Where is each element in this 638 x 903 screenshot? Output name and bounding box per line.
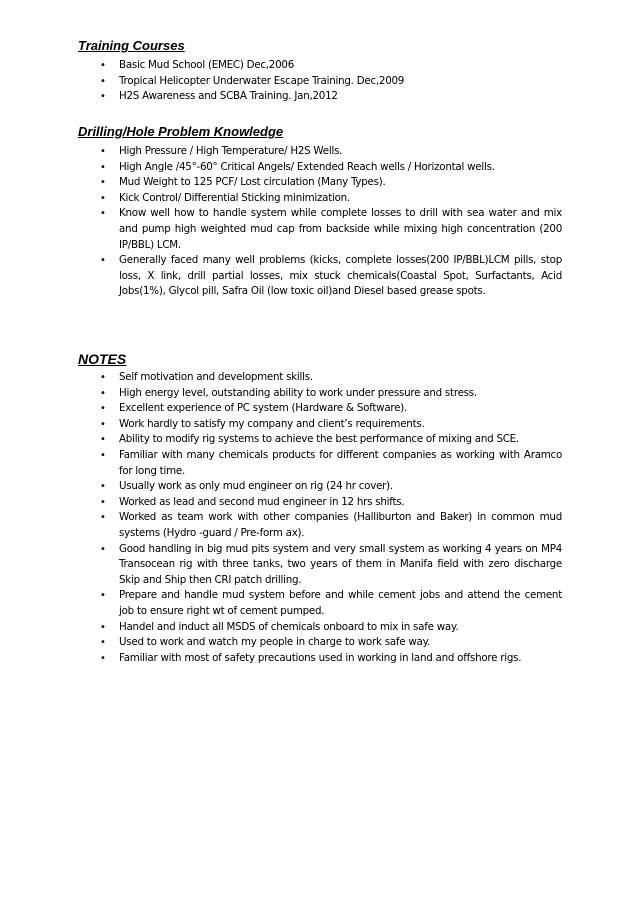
bullet-icon: •	[100, 60, 106, 71]
list-item	[78, 432, 562, 448]
bullet-icon: •	[100, 652, 106, 664]
drilling-knowledge-heading: Drilling/Hole Problem Knowledge	[78, 124, 284, 139]
list-item-text: Ability to modify rig systems to achieve the best performance of mixing and SCE.	[119, 433, 519, 446]
bullet-icon: •	[100, 434, 106, 446]
list-item-text: Worked as lead and second mud engineer in 12 hrs shifts.	[119, 495, 405, 508]
list-item-text: Tropical Helicopter Underwater Escape Training. Dec,2009	[119, 74, 405, 87]
list-item-text: H2S Awareness and SCBA Training. Jan,2012	[119, 90, 338, 103]
list-item-text: Familiar with most of safety precautions used in working in land and offshore rigs.	[119, 651, 522, 664]
list-item	[78, 175, 562, 191]
bullet-icon: •	[100, 91, 106, 103]
notes-section	[78, 351, 562, 666]
list-item-text: Familiar with many chemicals products for different companies as working with Aramco for long time.	[119, 448, 562, 477]
list-item	[78, 144, 562, 160]
list-item-text: Prepare and handle mud system before and while cement jobs and attend the cement job to ensure right wt of cement pumped.	[119, 589, 562, 617]
bullet-icon: •	[100, 177, 106, 189]
list-item	[78, 651, 562, 667]
list-item	[78, 635, 562, 651]
list-item-text: Know well how to handle system while complete losses to drill with sea water and mix and pump high weighted mud cap from backside while mixing high concentration (200 IP/BBL) LCM.	[119, 207, 562, 251]
list-item	[78, 620, 562, 636]
drilling-knowledge-list	[78, 144, 562, 300]
list-item	[78, 588, 562, 619]
bullet-icon: •	[100, 512, 106, 524]
bullet-icon: •	[100, 255, 106, 267]
list-item	[78, 370, 562, 386]
list-item-text: Worked as team work with other companies (Halliburton and Baker) in common mud systems (Hydro -guard / Pre-form ax).	[119, 511, 562, 539]
list-item	[78, 74, 562, 90]
list-item	[78, 495, 562, 511]
list-item	[78, 58, 562, 74]
list-item-text: Basic Mud School (EMEC) Dec,2006	[119, 59, 295, 71]
list-item-text: Kick Control/ Differential Sticking minimization.	[119, 191, 350, 204]
bullet-icon: •	[100, 621, 106, 633]
list-item	[78, 386, 562, 402]
list-item-text: High energy level, outstanding ability to work under pressure and stress.	[119, 386, 477, 399]
list-item	[78, 206, 562, 253]
training-courses-section	[78, 38, 562, 105]
notes-heading: NOTES	[78, 351, 127, 367]
list-item	[78, 479, 562, 495]
training-courses-heading: Training Courses	[78, 38, 185, 53]
training-courses-list	[78, 58, 562, 105]
list-item	[78, 160, 562, 176]
list-item-text: Good handling in big mud pits system and very small system as working 4 years on MP4 Transocean rig with three tanks, two years of them in Manifa field with zero discharge Skip and Ship then CRI patch drilling.	[119, 542, 562, 586]
bullet-icon: •	[100, 208, 106, 220]
list-item	[78, 542, 562, 589]
list-item-text: Handel and induct all MSDS of chemicals onboard to mix in safe way.	[119, 620, 459, 633]
list-item-text: High Angle /45°-60° Critical Angels/ Extended Reach wells / Horizontal wells.	[119, 160, 495, 173]
bullet-icon: •	[100, 481, 106, 493]
list-item-text: Usually work as only mud engineer on rig (24 hr cover).	[119, 480, 393, 493]
list-item-text: Mud Weight to 125 PCF/ Lost circulation (Many Types).	[119, 176, 386, 189]
list-item-text: Self motivation and development skills.	[119, 371, 313, 383]
list-item	[78, 448, 562, 479]
bullet-icon: •	[100, 75, 106, 87]
bullet-icon: •	[100, 543, 106, 555]
list-item	[78, 89, 562, 105]
list-item	[78, 253, 562, 300]
bullet-icon: •	[100, 146, 106, 157]
notes-list	[78, 370, 562, 666]
bullet-icon: •	[100, 418, 106, 430]
drilling-knowledge-section	[78, 124, 562, 300]
bullet-icon: •	[100, 590, 106, 602]
list-item-text: Generally faced many well problems (kicks, complete losses(200 IP/BBL)LCM pills, stop loss, X link, drill partial losses, mix stuck chemicals(Coastal Spot, Surfactants, Acid Jobs(1%), Glycol pill, Safra Oil (low toxic oil)and Diesel based grease spots.	[119, 254, 562, 298]
list-item	[78, 191, 562, 207]
list-item	[78, 510, 562, 541]
list-item-text: Excellent experience of PC system (Hardware & Software).	[119, 402, 408, 415]
bullet-icon: •	[100, 161, 106, 173]
bullet-icon: •	[100, 192, 106, 204]
bullet-icon: •	[100, 449, 106, 461]
list-item-text: High Pressure / High Temperature/ H2S Wells.	[119, 145, 343, 157]
list-item-text: Used to work and watch my people in charge to work safe way.	[119, 636, 430, 649]
bullet-icon: •	[100, 496, 106, 508]
list-item-text: Work hardly to satisfy my company and client’s requirements.	[119, 417, 425, 430]
list-item	[78, 417, 562, 433]
list-item	[78, 401, 562, 417]
bullet-icon: •	[100, 372, 106, 383]
bullet-icon: •	[100, 387, 106, 399]
bullet-icon: •	[100, 403, 106, 415]
bullet-icon: •	[100, 637, 106, 649]
